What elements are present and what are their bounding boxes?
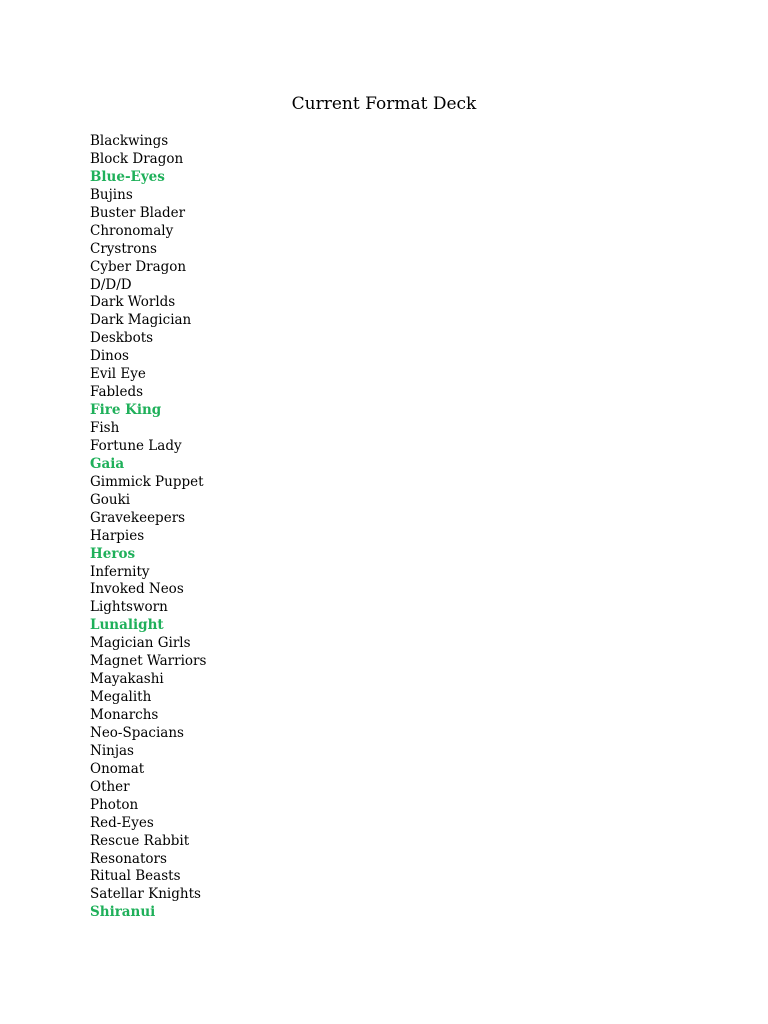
deck-list-item: Harpies: [90, 527, 145, 544]
deck-list-item: Magnet Warriors: [90, 653, 207, 670]
deck-list-item: Mayakashi: [90, 671, 164, 688]
deck-list-item: Rescue Rabbit: [90, 832, 190, 849]
deck-list-item: Magician Girls: [90, 635, 191, 652]
deck-list-item: Bujins: [90, 186, 133, 203]
deck-list-item: Ritual Beasts: [90, 868, 181, 885]
deck-list-item: Satellar Knights: [90, 886, 201, 903]
deck-list-item: Cyber Dragon: [90, 258, 187, 275]
deck-list-item: Dark Magician: [90, 312, 192, 329]
deck-list-item: Dark Worlds: [90, 294, 176, 311]
deck-list-item: Deskbots: [90, 330, 154, 347]
deck-list-item: Dinos: [90, 348, 129, 365]
deck-list-item: Crystrons: [90, 240, 157, 257]
deck-list-item: Ninjas: [90, 742, 134, 759]
deck-list-item: Gaia: [90, 455, 125, 472]
deck-list-item: Shiranui: [90, 904, 156, 921]
deck-list-item: Fish: [90, 420, 120, 436]
deck-list-item: Resonators: [90, 850, 167, 867]
deck-list-item: Buster Blader: [90, 204, 186, 221]
deck-list-item: Block Dragon: [90, 150, 184, 167]
deck-list-item: Blackwings: [90, 133, 169, 149]
page-title: Current Format Deck: [291, 94, 477, 114]
deck-list-item: Gravekeepers: [90, 509, 186, 526]
deck-list-item: Gouki: [90, 491, 131, 508]
deck-list-item: Photon: [90, 796, 139, 813]
deck-list-item: Lunalight: [90, 617, 164, 634]
deck-list-item: Other: [90, 778, 130, 795]
deck-list-item: Lightsworn: [90, 599, 168, 616]
deck-list-item: Heros: [90, 545, 136, 562]
deck-list-item: Infernity: [90, 563, 150, 580]
deck-list-item: Fableds: [90, 384, 144, 401]
deck-list-item: Chronomaly: [90, 222, 174, 239]
deck-list-item: Fire King: [90, 402, 162, 419]
deck-list-item: Blue-Eyes: [90, 168, 165, 185]
deck-list-item: Onomat: [90, 760, 145, 777]
deck-list-item: Monarchs: [90, 707, 159, 723]
deck-list-item: D/D/D: [90, 276, 132, 293]
deck-list-item: Fortune Lady: [90, 437, 182, 454]
deck-list-item: Neo-Spacians: [90, 724, 184, 741]
deck-list-item: Gimmick Puppet: [90, 473, 204, 490]
deck-list-item: Megalith: [90, 689, 152, 706]
deck-list: [90, 133, 206, 922]
deck-list-item: Invoked Neos: [90, 581, 184, 598]
deck-list-item: Evil Eye: [90, 366, 146, 383]
deck-list-item: Red-Eyes: [90, 814, 154, 831]
